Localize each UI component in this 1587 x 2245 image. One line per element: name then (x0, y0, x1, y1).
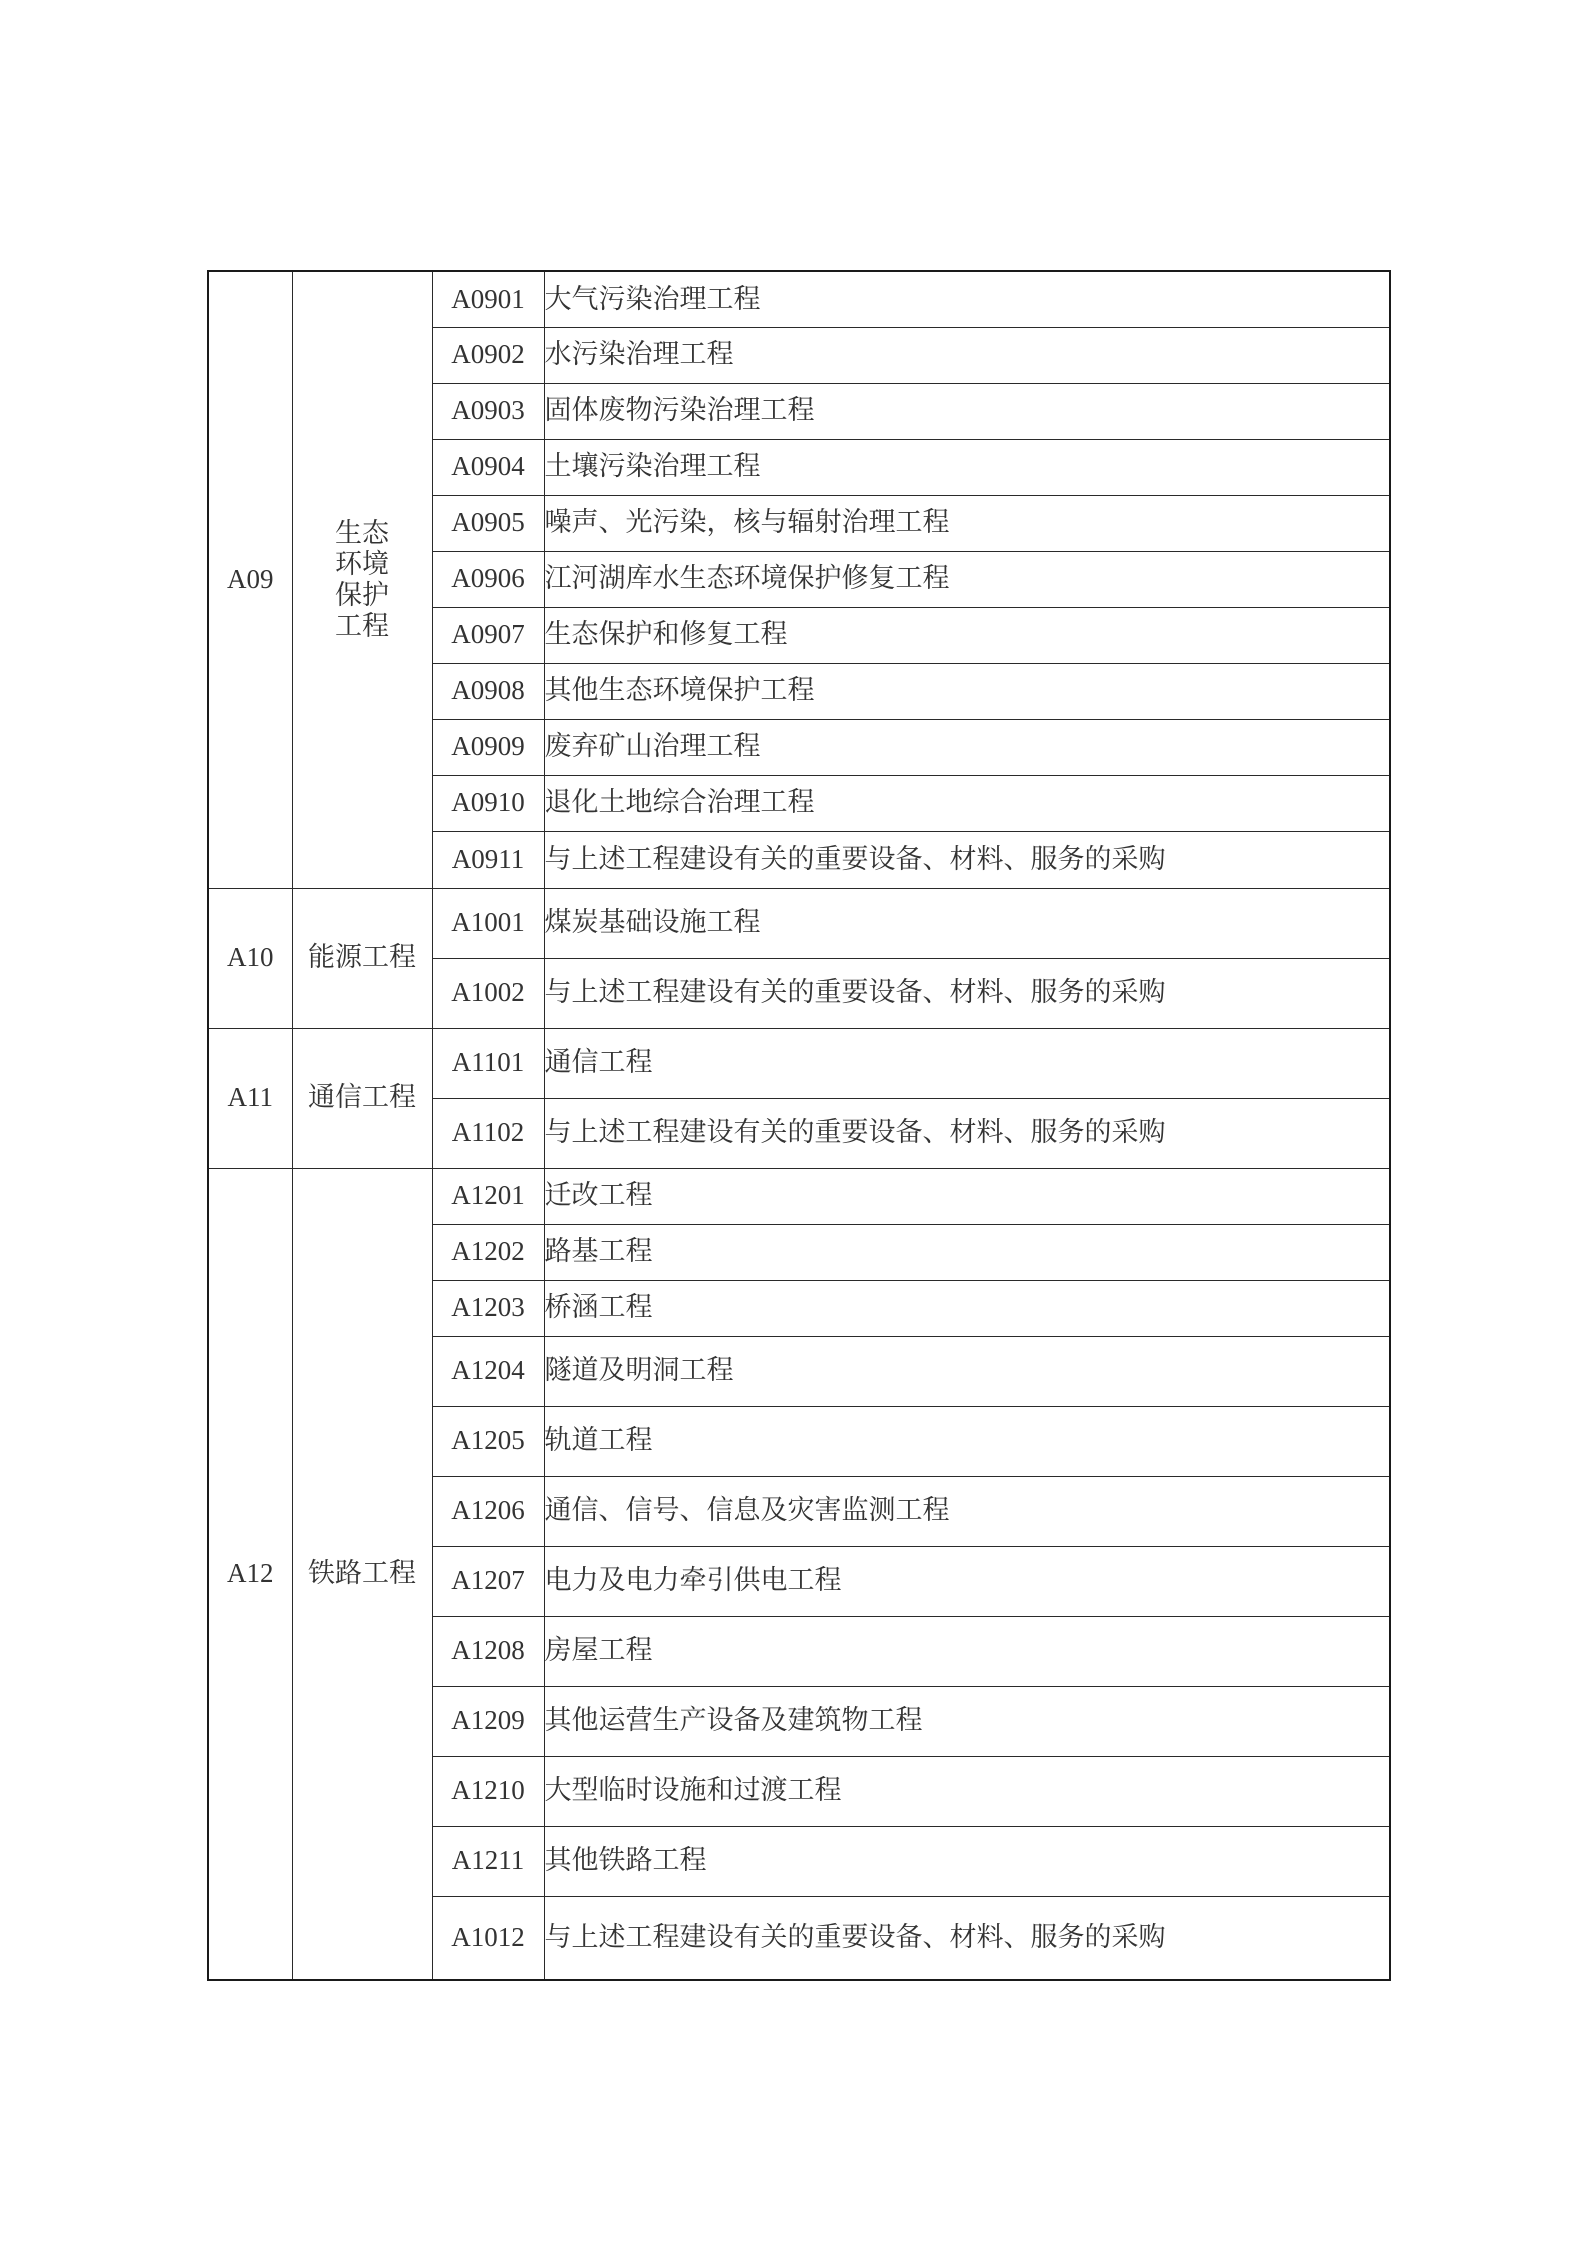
category-code: A12 (208, 1168, 292, 1980)
item-code: A1208 (432, 1616, 544, 1686)
item-code: A1206 (432, 1476, 544, 1546)
item-code: A0911 (432, 831, 544, 888)
category-name: 铁路工程 (292, 1168, 432, 1980)
item-code: A0908 (432, 663, 544, 719)
item-description: 生态保护和修复工程 (544, 607, 1390, 663)
item-code: A1204 (432, 1336, 544, 1406)
category-name: 能源工程 (292, 888, 432, 1028)
table-row (208, 888, 1390, 958)
category-code: A10 (208, 888, 292, 1028)
item-description: 通信、信号、信息及灾害监测工程 (544, 1476, 1390, 1546)
item-description: 废弃矿山治理工程 (544, 719, 1390, 775)
item-code: A0910 (432, 775, 544, 831)
item-code: A1205 (432, 1406, 544, 1476)
table-row (208, 271, 1390, 327)
item-code: A0907 (432, 607, 544, 663)
item-code: A1202 (432, 1224, 544, 1280)
classification-table (207, 270, 1391, 1981)
item-description: 与上述工程建设有关的重要设备、材料、服务的采购 (544, 1098, 1390, 1168)
item-description: 大气污染治理工程 (544, 271, 1390, 327)
category-name-line: 工程 (335, 610, 389, 642)
item-code: A1203 (432, 1280, 544, 1336)
item-description: 隧道及明洞工程 (544, 1336, 1390, 1406)
item-code: A0905 (432, 495, 544, 551)
item-code: A1102 (432, 1098, 544, 1168)
item-code: A1210 (432, 1756, 544, 1826)
item-description: 其他生态环境保护工程 (544, 663, 1390, 719)
item-code: A0902 (432, 327, 544, 383)
item-description: 电力及电力牵引供电工程 (544, 1546, 1390, 1616)
category-name-line: 生态 (335, 517, 389, 549)
category-name-line: 保护 (335, 579, 389, 611)
item-description: 房屋工程 (544, 1616, 1390, 1686)
item-code: A1101 (432, 1028, 544, 1098)
item-code: A0906 (432, 551, 544, 607)
item-description: 煤炭基础设施工程 (544, 888, 1390, 958)
item-description: 迁改工程 (544, 1168, 1390, 1224)
category-code: A11 (208, 1028, 292, 1168)
item-description: 路基工程 (544, 1224, 1390, 1280)
item-description: 轨道工程 (544, 1406, 1390, 1476)
item-code: A0901 (432, 271, 544, 327)
category-name-line: 环境 (335, 548, 389, 580)
item-code: A1211 (432, 1826, 544, 1896)
item-code: A1012 (432, 1896, 544, 1980)
item-description: 水污染治理工程 (544, 327, 1390, 383)
item-code: A0909 (432, 719, 544, 775)
item-description: 其他运营生产设备及建筑物工程 (544, 1686, 1390, 1756)
item-code: A1002 (432, 958, 544, 1028)
table-body (208, 271, 1390, 1980)
item-description: 与上述工程建设有关的重要设备、材料、服务的采购 (544, 1896, 1390, 1980)
table-row (208, 1168, 1390, 1224)
item-description: 噪声、光污染，核与辐射治理工程 (544, 495, 1390, 551)
table-row (208, 1028, 1390, 1098)
item-description: 退化土地综合治理工程 (544, 775, 1390, 831)
item-description: 与上述工程建设有关的重要设备、材料、服务的采购 (544, 958, 1390, 1028)
item-code: A1201 (432, 1168, 544, 1224)
item-description: 江河湖库水生态环境保护修复工程 (544, 551, 1390, 607)
item-code: A1207 (432, 1546, 544, 1616)
item-description: 大型临时设施和过渡工程 (544, 1756, 1390, 1826)
item-description: 与上述工程建设有关的重要设备、材料、服务的采购 (544, 831, 1390, 888)
item-description: 桥涵工程 (544, 1280, 1390, 1336)
category-code: A09 (208, 271, 292, 888)
category-name: 通信工程 (292, 1028, 432, 1168)
item-description: 土壤污染治理工程 (544, 439, 1390, 495)
item-code: A0903 (432, 383, 544, 439)
item-code: A0904 (432, 439, 544, 495)
item-description: 固体废物污染治理工程 (544, 383, 1390, 439)
item-code: A1209 (432, 1686, 544, 1756)
item-description: 通信工程 (544, 1028, 1390, 1098)
item-description: 其他铁路工程 (544, 1826, 1390, 1896)
item-code: A1001 (432, 888, 544, 958)
category-name (292, 271, 432, 888)
